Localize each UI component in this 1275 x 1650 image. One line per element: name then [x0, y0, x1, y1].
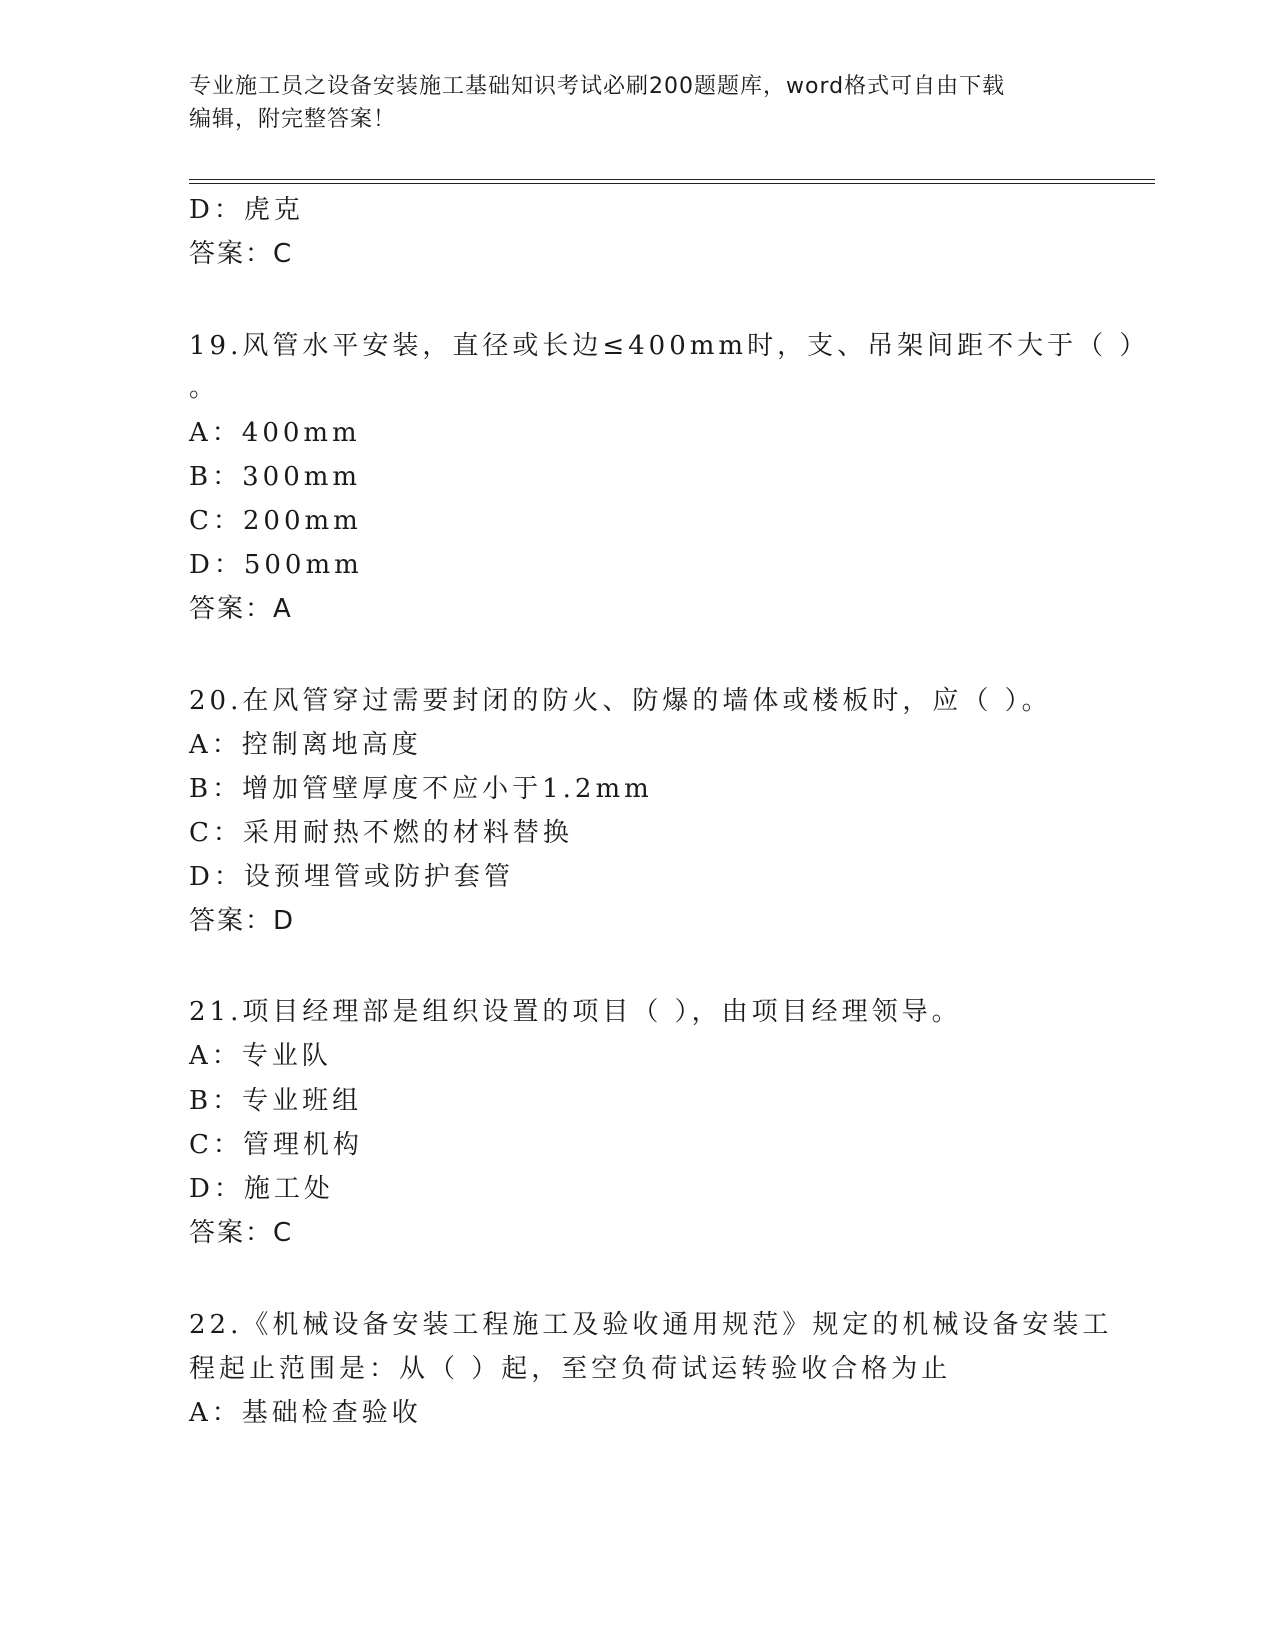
- q19-option-a: A：400mm: [189, 418, 361, 448]
- q21-stem: 21.项目经理部是组织设置的项目（ ），由项目经理领导。: [189, 997, 962, 1027]
- q20-option-c: C：采用耐热不燃的材料替换: [189, 818, 573, 848]
- q19-answer: 答案：A: [189, 594, 293, 624]
- q22-option-a: A：基础检查验收: [189, 1398, 422, 1428]
- header-title-line-1: 专业施工员之设备安装施工基础知识考试必刷200题题库，word格式可自由下载: [189, 74, 1006, 99]
- q19-stem-line-1: 19.风管水平安装，直径或长边≤400mm时，支、吊架间距不大于（ ）: [189, 331, 1150, 361]
- document-header: [189, 70, 1089, 136]
- q19-option-d: D：500mm: [189, 550, 363, 580]
- q21-option-d: D：施工处: [189, 1174, 334, 1204]
- q20-stem: 20.在风管穿过需要封闭的防火、防爆的墙体或楼板时，应（ ）。: [189, 686, 1052, 716]
- q21-answer: 答案：C: [189, 1218, 294, 1248]
- q22-stem-line-1: 22.《机械设备安装工程施工及验收通用规范》规定的机械设备安装工: [189, 1310, 1113, 1340]
- q18-option-d: D：虎克: [189, 195, 304, 225]
- q18-answer: 答案：C: [189, 239, 294, 269]
- q20-answer: 答案：D: [189, 906, 296, 936]
- q22-stem-line-2: 程起止范围是：从（ ）起，至空负荷试运转验收合格为止: [189, 1354, 952, 1384]
- q20-option-d: D：设预埋管或防护套管: [189, 862, 514, 892]
- header-title-line-2: 编辑，附完整答案！: [189, 107, 397, 132]
- q19-option-c: C：200mm: [189, 506, 362, 536]
- q21-option-b: B：专业班组: [189, 1086, 363, 1116]
- q21-option-c: C：管理机构: [189, 1130, 363, 1160]
- q19-option-b: B：300mm: [189, 462, 362, 492]
- q20-option-a: A：控制离地高度: [189, 730, 422, 760]
- q20-option-b: B：增加管壁厚度不应小于1.2mm: [189, 774, 653, 804]
- q21-option-a: A：专业队: [189, 1041, 332, 1071]
- header-divider-top: [189, 179, 1155, 180]
- q19-stem-line-2: 。: [189, 373, 220, 403]
- header-divider-bottom: [189, 183, 1155, 184]
